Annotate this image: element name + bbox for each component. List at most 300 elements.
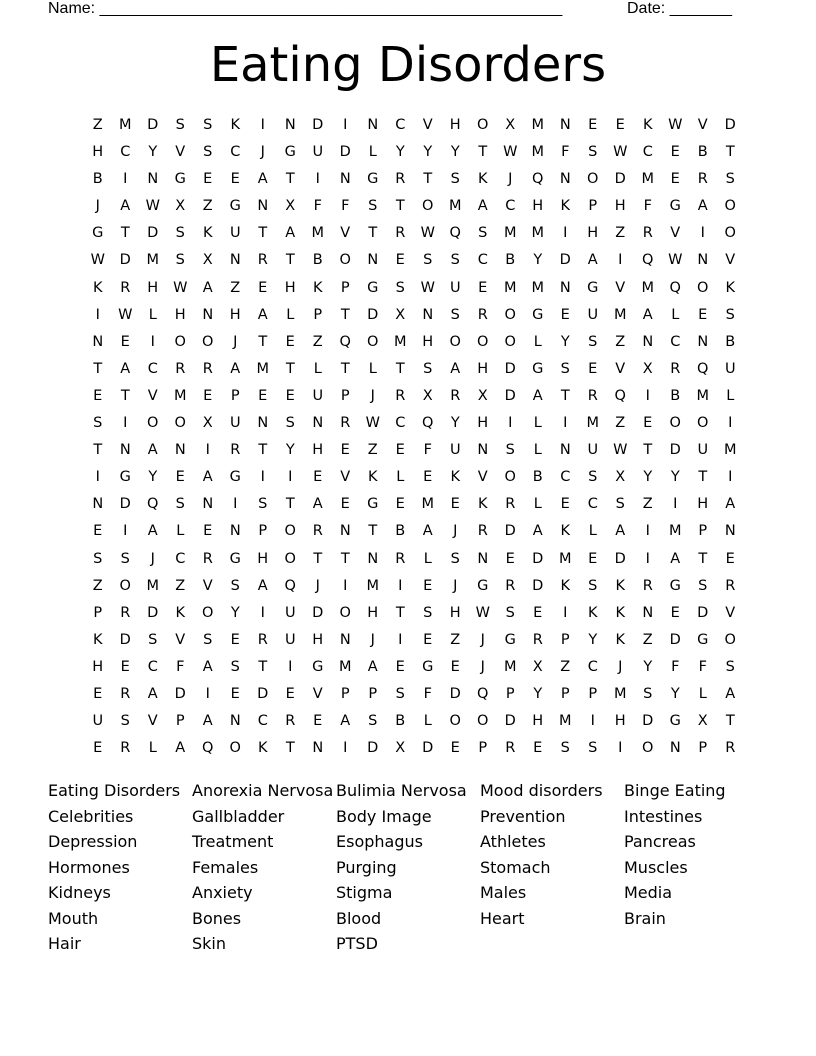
grid-letter: P — [588, 685, 598, 702]
grid-letter: N — [367, 117, 379, 133]
grid-letter: A — [257, 171, 268, 188]
grid-letter: C — [120, 144, 131, 161]
grid-letter: D — [504, 523, 516, 540]
grid-row — [84, 437, 744, 464]
grid-letter: K — [92, 631, 103, 648]
grid-letter: H — [147, 279, 159, 296]
grid-letter: F — [671, 658, 680, 675]
grid-letter: Y — [643, 658, 653, 675]
grid-letter: R — [477, 523, 488, 540]
grid-letter: R — [450, 387, 461, 404]
grid-letter: L — [368, 360, 377, 377]
grid-letter: V — [202, 577, 213, 594]
grid-letter: C — [505, 198, 516, 215]
grid-letter: L — [698, 685, 707, 702]
grid-letter: E — [285, 387, 295, 404]
grid-letter: C — [395, 415, 406, 432]
grid-letter: J — [150, 550, 155, 567]
grid-letter: E — [285, 685, 295, 702]
grid-letter: B — [395, 713, 406, 730]
grid-letter: T — [395, 198, 405, 215]
grid-letter: U — [312, 144, 324, 161]
grid-letter: Y — [533, 252, 543, 269]
grid-letter: K — [615, 604, 625, 621]
grid-letter: Q — [697, 360, 709, 377]
grid-letter: I — [123, 415, 128, 432]
grid-letter: I — [95, 306, 100, 323]
grid-letter: H — [532, 198, 544, 215]
grid-letter: Q — [477, 685, 489, 702]
grid-letter: D — [532, 550, 544, 567]
grid-letter: N — [697, 252, 709, 269]
grid-letter: S — [395, 279, 405, 296]
grid-letter: R — [257, 252, 268, 269]
grid-letter: M — [393, 333, 407, 350]
grid-letter: U — [587, 306, 599, 323]
grid-letter: M — [503, 225, 517, 242]
grid-letter: M — [723, 442, 737, 459]
grid-letter: O — [202, 333, 214, 350]
grid-letter: K — [230, 117, 240, 133]
grid-letter: Z — [367, 442, 378, 459]
grid-letter: K — [175, 604, 185, 621]
grid-letter: V — [697, 117, 708, 133]
grid-letter: Y — [148, 469, 158, 486]
grid-row — [84, 275, 744, 302]
grid-letter: G — [174, 171, 186, 188]
grid-letter: B — [92, 171, 103, 188]
grid-letter: Q — [147, 496, 159, 513]
grid-row — [84, 464, 744, 491]
grid-letter: E — [670, 144, 680, 161]
grid-letter: R — [697, 171, 708, 188]
grid-row — [84, 573, 744, 600]
grid-letter: T — [478, 144, 488, 161]
grid-letter: B — [505, 252, 516, 269]
grid-letter: W — [90, 252, 105, 269]
grid-letter: O — [119, 577, 131, 594]
grid-letter: V — [147, 713, 158, 730]
grid-row — [84, 518, 744, 545]
grid-letter: K — [477, 496, 488, 513]
grid-letter: D — [449, 685, 461, 702]
grid-letter: D — [147, 117, 159, 133]
grid-letter: R — [120, 279, 131, 296]
grid-letter: E — [588, 550, 598, 567]
grid-letter: I — [398, 631, 403, 648]
grid-letter: E — [258, 279, 268, 296]
grid-letter: E — [93, 523, 103, 540]
grid-letter: R — [395, 225, 406, 242]
grid-letter: O — [724, 198, 736, 215]
grid-letter: O — [422, 198, 434, 215]
word-list-item: Stigma — [336, 883, 393, 902]
grid-letter: I — [508, 415, 513, 432]
grid-letter: J — [95, 198, 100, 215]
grid-letter: P — [588, 198, 598, 215]
grid-letter: F — [561, 144, 570, 161]
grid-letter: Y — [395, 144, 405, 161]
grid-letter: A — [202, 469, 213, 486]
word-list-item: Treatment — [192, 832, 274, 851]
grid-letter: C — [587, 658, 598, 675]
grid-letter: O — [697, 415, 709, 432]
grid-letter: E — [203, 387, 213, 404]
grid-letter: S — [615, 496, 625, 513]
word-list-item: Purging — [336, 857, 397, 877]
grid-letter: Z — [615, 225, 626, 242]
grid-letter: O — [174, 415, 186, 432]
grid-letter: O — [477, 117, 489, 133]
grid-letter: R — [120, 740, 131, 757]
grid-letter: J — [453, 577, 458, 594]
grid-letter: N — [477, 550, 489, 567]
grid-letter: A — [670, 550, 681, 567]
grid-letter: T — [258, 658, 268, 675]
word-list-item: Bulimia Nervosa — [336, 781, 467, 800]
grid-letter: V — [175, 631, 186, 648]
grid-letter: D — [257, 685, 269, 702]
grid-letter: V — [670, 225, 681, 242]
grid-letter: I — [728, 469, 733, 486]
grid-letter: Y — [588, 631, 598, 648]
grid-letter: S — [203, 631, 213, 648]
grid-row — [84, 410, 744, 437]
page-title: Eating Disorders — [209, 37, 607, 93]
grid-letter: H — [587, 225, 599, 242]
grid-letter: D — [339, 144, 351, 161]
grid-letter: Z — [175, 577, 186, 594]
grid-letter: W — [475, 604, 490, 621]
grid-letter: Z — [560, 658, 571, 675]
grid-letter: G — [367, 496, 379, 513]
grid-row — [84, 546, 744, 573]
grid-letter: D — [614, 550, 626, 567]
grid-letter: N — [339, 523, 351, 540]
grid-letter: Z — [642, 631, 653, 648]
grid-letter: E — [230, 171, 240, 188]
grid-letter: B — [725, 333, 736, 350]
name-field-line: Name: ____________________________________________________ — [48, 0, 563, 17]
grid-letter: C — [642, 144, 653, 161]
grid-letter: T — [698, 469, 708, 486]
grid-letter: J — [260, 144, 265, 161]
grid-letter: R — [505, 496, 516, 513]
grid-letter: M — [531, 225, 544, 242]
grid-letter: P — [478, 740, 488, 757]
grid-letter: D — [724, 117, 736, 133]
grid-letter: I — [728, 415, 733, 432]
grid-letter: M — [503, 279, 517, 296]
grid-letter: E — [698, 306, 708, 323]
grid-letter: H — [477, 415, 489, 432]
grid-letter: L — [313, 360, 322, 377]
grid-letter: E — [670, 604, 680, 621]
grid-letter: S — [560, 360, 570, 377]
word-list-item: Heart — [480, 908, 525, 928]
grid-letter: M — [256, 360, 269, 377]
grid-letter: T — [643, 442, 653, 459]
grid-letter: R — [505, 577, 516, 594]
grid-letter: T — [285, 740, 295, 757]
grid-letter: T — [285, 496, 295, 513]
grid-letter: L — [588, 523, 597, 540]
grid-letter: I — [645, 550, 650, 567]
word-list-item: Anorexia Nervosa — [192, 781, 334, 800]
grid-letter: B — [395, 523, 406, 540]
grid-letter: C — [147, 658, 158, 675]
grid-letter: M — [338, 658, 352, 675]
grid-letter: G — [422, 658, 434, 675]
grid-letter: F — [341, 198, 350, 215]
grid-letter: W — [173, 279, 188, 296]
grid-letter: Z — [615, 333, 626, 350]
grid-letter: T — [340, 360, 350, 377]
grid-letter: S — [588, 577, 598, 594]
grid-letter: D — [559, 252, 571, 269]
grid-letter: R — [587, 387, 598, 404]
grid-letter: U — [724, 360, 736, 377]
grid-letter: K — [477, 171, 488, 188]
grid-letter: E — [230, 631, 240, 648]
grid-letter: R — [477, 306, 488, 323]
grid-letter: V — [340, 225, 351, 242]
grid-letter: S — [643, 685, 653, 702]
grid-letter: M — [558, 550, 572, 567]
grid-letter: O — [669, 415, 681, 432]
grid-row — [84, 491, 744, 518]
grid-row — [84, 681, 744, 708]
grid-letter: T — [395, 360, 405, 377]
grid-letter: H — [532, 713, 544, 730]
grid-letter: R — [725, 577, 736, 594]
grid-letter: T — [258, 225, 268, 242]
grid-letter: V — [477, 469, 488, 486]
word-list-item: Body Image — [336, 806, 432, 826]
grid-letter: H — [449, 117, 461, 133]
grid-letter: N — [312, 415, 324, 432]
grid-letter: N — [477, 442, 489, 459]
grid-letter: D — [504, 360, 516, 377]
grid-letter: U — [92, 713, 104, 730]
grid-letter: A — [147, 523, 158, 540]
grid-letter: T — [368, 523, 378, 540]
grid-letter: Y — [643, 469, 653, 486]
grid-letter: E — [560, 306, 570, 323]
grid-letter: O — [724, 225, 736, 242]
grid-letter: E — [230, 685, 240, 702]
grid-letter: E — [588, 117, 598, 133]
grid-letter: R — [202, 550, 213, 567]
grid-letter: O — [477, 713, 489, 730]
grid-letter: A — [642, 306, 653, 323]
grid-letter: X — [615, 469, 626, 486]
grid-letter: X — [285, 198, 296, 215]
grid-letter: S — [175, 225, 185, 242]
grid-letter: I — [618, 740, 623, 757]
grid-letter: I — [95, 469, 100, 486]
grid-letter: A — [285, 225, 296, 242]
grid-letter: I — [645, 523, 650, 540]
grid-letter: S — [203, 117, 213, 133]
grid-letter: Y — [423, 144, 433, 161]
grid-letter: F — [176, 658, 185, 675]
grid-letter: Q — [449, 225, 461, 242]
grid-letter: R — [175, 360, 186, 377]
grid-letter: T — [560, 387, 570, 404]
grid-letter: U — [284, 604, 296, 621]
grid-letter: W — [420, 279, 435, 296]
grid-letter: A — [257, 577, 268, 594]
grid-letter: Y — [148, 144, 158, 161]
grid-letter: J — [618, 658, 623, 675]
grid-letter: H — [367, 604, 379, 621]
grid-letter: W — [365, 415, 380, 432]
grid-letter: Q — [422, 415, 434, 432]
grid-letter: G — [367, 279, 379, 296]
grid-letter: L — [671, 306, 680, 323]
grid-letter: U — [587, 442, 599, 459]
grid-letter: I — [288, 469, 293, 486]
grid-row — [84, 708, 744, 735]
grid-row — [84, 383, 744, 410]
grid-row — [84, 193, 744, 220]
grid-letter: X — [642, 360, 653, 377]
grid-letter: M — [448, 198, 462, 215]
grid-letter: T — [285, 360, 295, 377]
grid-letter: H — [312, 442, 324, 459]
grid-letter: N — [559, 279, 571, 296]
grid-letter: S — [560, 740, 570, 757]
grid-letter: T — [313, 550, 323, 567]
grid-letter: F — [698, 658, 707, 675]
grid-letter: H — [449, 604, 461, 621]
grid-letter: A — [202, 713, 213, 730]
grid-letter: N — [642, 604, 654, 621]
grid-letter: D — [642, 713, 654, 730]
grid-letter: S — [148, 631, 158, 648]
grid-letter: E — [533, 604, 543, 621]
grid-letter: E — [258, 387, 268, 404]
grid-letter: F — [643, 198, 652, 215]
grid-letter: E — [93, 387, 103, 404]
word-list-item: Mouth — [48, 908, 99, 928]
grid-letter: S — [423, 252, 433, 269]
grid-letter: G — [532, 306, 544, 323]
grid-letter: J — [370, 387, 375, 404]
grid-letter: U — [284, 631, 296, 648]
grid-letter: O — [449, 713, 461, 730]
grid-letter: K — [560, 198, 570, 215]
grid-letter: Y — [450, 144, 460, 161]
grid-letter: K — [450, 469, 460, 486]
grid-letter: N — [339, 631, 351, 648]
grid-letter: S — [175, 496, 185, 513]
grid-letter: V — [312, 685, 323, 702]
grid-letter: O — [587, 171, 599, 188]
grid-letter: M — [641, 279, 654, 296]
grid-letter: M — [311, 225, 324, 242]
grid-letter: L — [286, 306, 295, 323]
grid-letter: I — [398, 577, 403, 594]
grid-letter: W — [613, 144, 628, 161]
grid-letter: A — [120, 360, 131, 377]
grid-letter: Q — [532, 171, 544, 188]
grid-letter: N — [119, 442, 131, 459]
grid-letter: I — [343, 577, 348, 594]
grid-letter: N — [284, 117, 296, 133]
word-list-item: Athletes — [480, 832, 546, 851]
grid-letter: G — [697, 631, 709, 648]
grid-letter: A — [340, 713, 351, 730]
grid-letter: Q — [669, 279, 681, 296]
grid-letter: C — [587, 496, 598, 513]
grid-letter: D — [504, 713, 516, 730]
grid-letter: A — [312, 496, 323, 513]
grid-letter: B — [697, 144, 708, 161]
grid-letter: I — [343, 117, 348, 133]
grid-letter: S — [175, 252, 185, 269]
grid-letter: I — [205, 442, 210, 459]
grid-letter: D — [669, 631, 681, 648]
grid-letter: E — [120, 333, 130, 350]
grid-letter: T — [120, 387, 130, 404]
grid-letter: A — [450, 360, 461, 377]
grid-letter: R — [505, 740, 516, 757]
word-list-item: Depression — [48, 832, 138, 851]
grid-letter: S — [395, 685, 405, 702]
grid-letter: S — [93, 415, 103, 432]
grid-letter: D — [119, 252, 131, 269]
grid-letter: E — [423, 631, 433, 648]
grid-letter: O — [202, 604, 214, 621]
grid-letter: T — [698, 550, 708, 567]
grid-letter: Y — [560, 333, 570, 350]
grid-letter: K — [615, 631, 625, 648]
grid-letter: E — [340, 496, 350, 513]
grid-letter: W — [668, 252, 683, 269]
grid-letter: T — [725, 144, 735, 161]
grid-letter: E — [93, 740, 103, 757]
grid-letter: B — [670, 387, 681, 404]
grid-letter: M — [668, 523, 682, 540]
grid-letter: G — [669, 713, 681, 730]
grid-letter: N — [202, 496, 214, 513]
grid-letter: C — [147, 360, 158, 377]
grid-letter: N — [229, 252, 241, 269]
grid-letter: R — [725, 740, 736, 757]
grid-letter: K — [312, 279, 323, 296]
grid-letter: O — [504, 469, 516, 486]
grid-letter: N — [367, 550, 379, 567]
grid-letter: T — [395, 604, 405, 621]
grid-letter: B — [312, 252, 323, 269]
grid-letter: D — [504, 387, 516, 404]
grid-letter: Y — [670, 469, 680, 486]
grid-letter: W — [145, 198, 160, 215]
grid-letter: A — [725, 496, 736, 513]
grid-letter: R — [670, 360, 681, 377]
grid-letter: E — [203, 523, 213, 540]
grid-letter: H — [284, 279, 296, 296]
grid-letter: V — [615, 360, 626, 377]
word-list-item: Mood disorders — [480, 781, 603, 800]
grid-letter: T — [285, 171, 295, 188]
grid-letter: Z — [230, 279, 241, 296]
grid-letter: A — [367, 658, 378, 675]
grid-letter: X — [697, 713, 708, 730]
grid-letter: Q — [642, 252, 654, 269]
